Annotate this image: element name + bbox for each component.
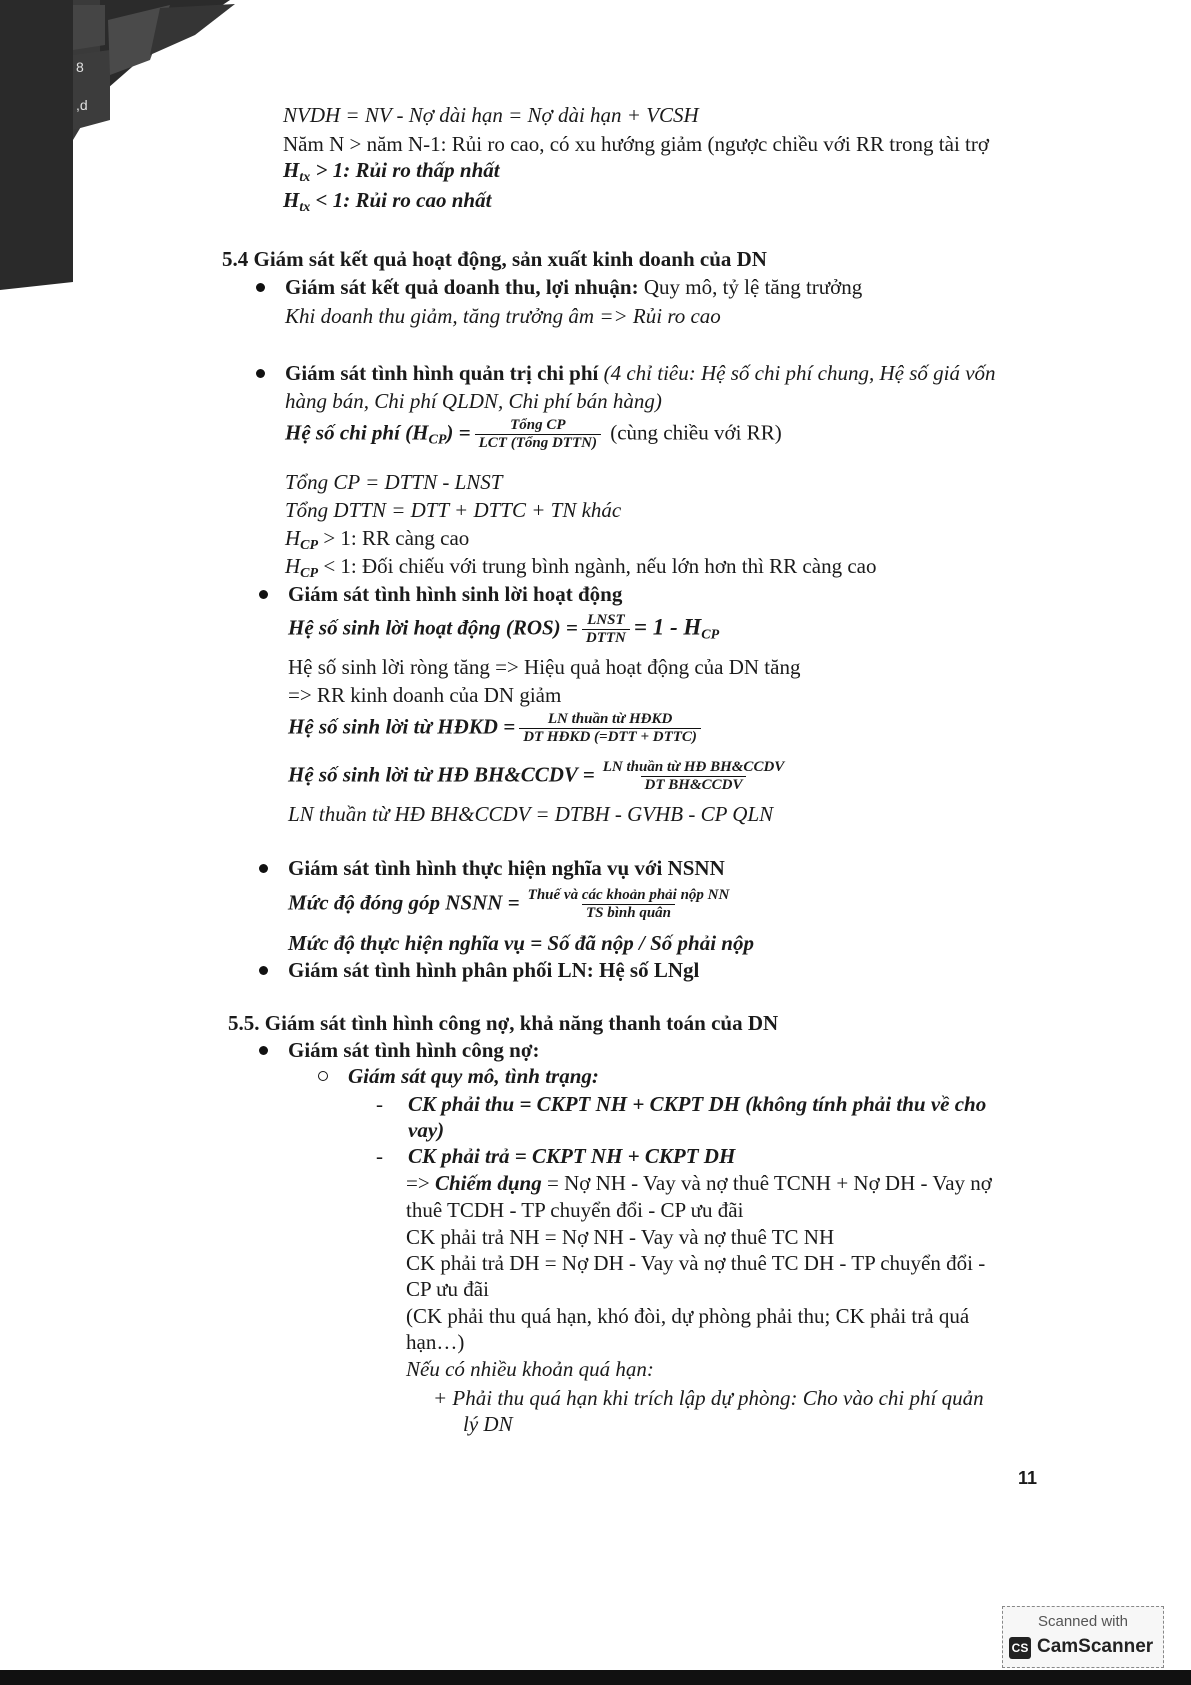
nvdh-formula: NVDH = NV - Nợ dài hạn = Nợ dài hạn + VCSH: [283, 103, 699, 127]
ck-phai-thu-l2: vay): [408, 1118, 445, 1142]
hcp-lt-one: $H_{CP} < 1$: Đối chiếu với trung bình ngành, nếu lớn hơn thì RR càng cao: [285, 554, 877, 581]
bullet-chi-phi: Giám sát tình hình quản trị chi phí (4 chỉ tiêu: Hệ số chi phí chung, Hệ số giá vốn: [285, 361, 996, 385]
bullet-dot: [259, 864, 268, 873]
bullet-sinh-loi: Giám sát tình hình sinh lời hoạt động: [288, 582, 623, 606]
page-number: 11: [1018, 1468, 1038, 1488]
bh-formula: Hệ số sinh lời từ HĐ BH&CCDV = $\frac{\text{LN thuần từ HĐ BH\&CCDV}}{\text{DT BH\&CCDV}}$: [288, 759, 792, 794]
camscanner-watermark: [1002, 1606, 1164, 1668]
section-5-5-heading: 5.5. Giám sát tình hình công nợ, khả năng thanh toán của DN: [228, 1011, 779, 1035]
bullet-dot: [256, 283, 265, 292]
qua-han-note-l2: hạn…): [406, 1330, 465, 1354]
dash-marker: -: [376, 1144, 383, 1168]
chi-phi-line2: hàng bán, Chi phí QLDN, Chi phí bán hàng): [285, 389, 662, 413]
nam-n-note: Năm N > năm N-1: Rủi ro cao, có xu hướng giảm (ngược chiều với RR trong tài trợ: [283, 132, 989, 156]
bullet-nsnn: Giám sát tình hình thực hiện nghĩa vụ với NSNN: [288, 856, 725, 880]
camscanner-logo-icon: CS: [1009, 1637, 1031, 1659]
ck-phai-thu-l1: CK phải thu = CKPT NH + CKPT DH (không tính phải thu về cho: [408, 1092, 987, 1116]
phai-thu-qua-han-l2: lý DN: [463, 1412, 513, 1436]
bullet-phan-phoi: Giám sát tình hình phân phối LN: Hệ số LNgl: [288, 958, 700, 982]
key-glyph: 8: [76, 59, 84, 75]
ck-phai-tra: CK phải trả = CKPT NH + CKPT DH: [408, 1144, 736, 1168]
ros-formula: Hệ số sinh lời hoạt động (ROS) = $\frac{\text{LNST}}{\text{DTTN}}$ = $1 - H_{CP}$: [288, 612, 720, 646]
circle-bullet: [318, 1071, 328, 1081]
htx-gt-line: $H_{tx} > 1$: Rủi ro thấp nhất: [283, 158, 500, 185]
doanh-thu-note: Khi doanh thu giảm, tăng trưởng âm => Rủi ro cao: [285, 304, 721, 328]
section-5-4-heading: 5.4 Giám sát kết quả hoạt động, sản xuất kinh doanh của DN: [222, 247, 767, 271]
bullet-dot: [259, 966, 268, 975]
sub-quy-mo: Giám sát quy mô, tình trạng:: [348, 1064, 599, 1088]
tong-cp: Tổng CP = DTTN - LNST: [285, 470, 503, 494]
bottom-edge-bar: [0, 1670, 1191, 1685]
chiem-dung-l1: => Chiếm dụng = Nợ NH - Vay và nợ thuê TCNH + Nợ DH - Vay nợ: [406, 1171, 992, 1195]
ros-note-2: => RR kinh doanh của DN giảm: [288, 683, 562, 707]
hcp-formula: Hệ số chi phí $(H_{CP})$ = $\frac{\text{Tổng CP}}{\text{LCT (Tổng DTTN)}}$ (cùng chiều với RR): [285, 417, 782, 451]
ros-fraction: $\frac{\text{LNST}}{\text{DTTN}}$: [582, 612, 630, 647]
bullet-dot: [259, 590, 268, 599]
ck-phai-tra-dh-l1: CK phải trả DH = Nợ DH - Vay và nợ thuê TC DH - TP chuyển đổi -: [406, 1251, 986, 1275]
hcp-gt-one: $H_{CP} > 1$: RR càng cao: [285, 526, 470, 553]
nsnn-fraction: $\frac{\text{Thuế và các khoản phải nộp NN}}{\text{TS bình quân}}$: [527, 887, 730, 921]
ln-thuan-formula: LN thuần từ HĐ BH&CCDV = DTBH - GVHB - CP QLN: [288, 802, 774, 826]
bullet-dot: [259, 1046, 268, 1055]
chiem-dung-l2: thuê TCDH - TP chuyển đổi - CP ưu đãi: [406, 1198, 744, 1222]
bullet-dot: [256, 369, 265, 378]
phai-thu-qua-han-l1: + Phải thu quá hạn khi trích lập dự phòng: Cho vào chi phí quản: [433, 1386, 984, 1410]
nhieu-khoan-qua-han: Nếu có nhiều khoản quá hạn:: [406, 1357, 654, 1381]
hcp-fraction: $\frac{\text{Tổng CP}}{\text{LCT (Tổng DTTN)}}$: [475, 417, 601, 452]
key-glyph: ,d: [76, 97, 88, 113]
ck-phai-tra-nh: CK phải trả NH = Nợ NH - Vay và nợ thuê TC NH: [406, 1225, 835, 1249]
bullet-doanh-thu: Giám sát kết quả doanh thu, lợi nhuận: Quy mô, tỷ lệ tăng trưởng: [285, 275, 863, 299]
hdkd-formula: Hệ số sinh lời từ HĐKD = $\frac{\text{LN thuần từ HĐKD}}{\text{DT HĐKD (=DTT + DTTC)}}$: [288, 711, 705, 746]
camscanner-brand: CamScanner: [1037, 1636, 1154, 1657]
scanned-with-label: Scanned with: [1037, 1613, 1129, 1630]
htx-lt-line: $H_{tx} < 1$: Rủi ro cao nhất: [283, 188, 492, 215]
bh-fraction: $\frac{\text{LN thuần từ HĐ BH\&CCDV}}{\text{DT BH\&CCDV}}$: [602, 759, 785, 793]
nsnn-formula: Mức độ đóng góp NSNN = $\frac{\text{Thuế và các khoản phải nộp NN}}{\text{TS bình quân}}$: [288, 887, 737, 922]
qua-han-note-l1: (CK phải thu quá hạn, khó đòi, dự phòng phải thu; CK phải trả quá: [406, 1304, 970, 1328]
ck-phai-tra-dh-l2: CP ưu đãi: [406, 1277, 489, 1301]
bullet-cong-no: Giám sát tình hình công nợ:: [288, 1038, 540, 1062]
ros-note-1: Hệ số sinh lời ròng tăng => Hiệu quả hoạt động của DN tăng: [288, 655, 801, 679]
hdkd-fraction: $\frac{\text{LN thuần từ HĐKD}}{\text{DT HĐKD (=DTT + DTTC)}}$: [519, 711, 701, 746]
dash-marker: -: [376, 1092, 383, 1116]
tong-dttn: Tổng DTTN = DTT + DTTC + TN khác: [285, 498, 622, 522]
nghia-vu-formula: Mức độ thực hiện nghĩa vụ = Số đã nộp / Số phải nộp: [288, 931, 754, 955]
